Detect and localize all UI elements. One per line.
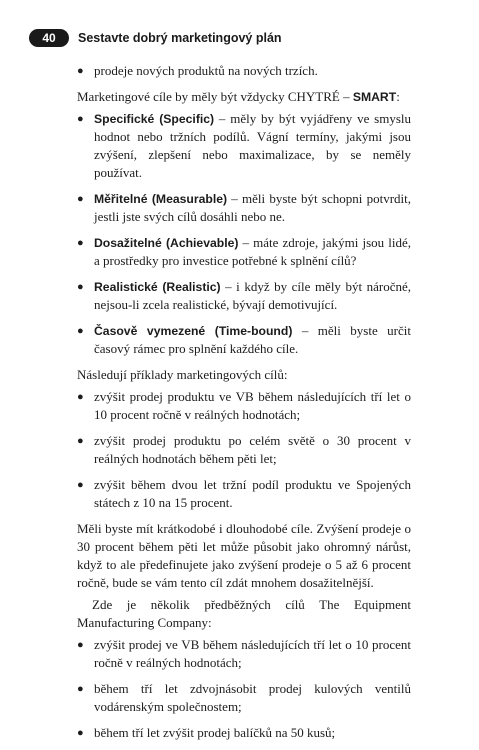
smart-term: Specifické (Specific) [94, 112, 215, 126]
smart-description: – měly by být vyjádřeny ve smyslu hodnot nebo tržních podílů. Vágní termíny, jakými jsou zvýšení, zlepšení nebo maximalizace, by se neměly používat. [94, 111, 411, 180]
bullet-icon: ● [77, 639, 84, 651]
top-bullet-list [77, 62, 411, 80]
smart-description: – měli byste určit časový rámec pro splnění každého cíle. [94, 323, 411, 356]
list-item-text: zvýšit prodej produktu ve VB během následujících tří let o 10 procent ročně v reálných hodnotách; [94, 389, 411, 422]
smart-term: Měřitelné (Measurable) [94, 192, 228, 206]
list-item [77, 388, 411, 424]
bullet-icon: ● [77, 65, 84, 77]
list-item [77, 234, 411, 270]
smart-term: Dosažitelné (Achievable) [94, 236, 239, 250]
examples-list [77, 388, 411, 512]
list-item-text: prodeje nových produktů na nových trzích. [94, 63, 318, 78]
bullet-icon: ● [77, 237, 84, 249]
bullet-icon: ● [77, 281, 84, 293]
list-item [77, 476, 411, 512]
bullet-icon: ● [77, 193, 84, 205]
bullet-icon: ● [77, 113, 84, 125]
goals-paragraph: Měli byste mít krátkodobé i dlouhodobé cíle. Zvýšení prodeje o 30 procent během pěti let může působit jako ohromný nárůst, když to ale předefinujete jako zvýšení prodeje o 5 až 6 procent ročně, bude se vám tento cíl zdát mnohem dosažitelnější. [77, 521, 411, 590]
page-header [29, 28, 282, 48]
list-item [77, 322, 411, 358]
list-item-text: zvýšit prodej ve VB během následujících tří let o 10 procent ročně v reálných hodnotách; [94, 637, 411, 670]
running-title: Sestavte dobrý marketingový plán [78, 31, 282, 45]
page-body [77, 62, 411, 750]
smart-description: – máte zdroje, jakými jsou lidé, a prostředky pro investice potřebné k splnění cílů? [94, 235, 412, 268]
list-item [77, 278, 411, 314]
list-item-text: během tří let zdvojnásobit prodej kulových ventilů vodárenským společnostem; [94, 681, 411, 714]
company-goals-list [77, 636, 411, 742]
smart-intro [77, 88, 411, 106]
bullet-icon: ● [77, 391, 84, 403]
page-number-badge: 40 [29, 29, 69, 47]
smart-term: Realistické (Realistic) [94, 280, 221, 294]
list-item [77, 680, 411, 716]
examples-intro: Následují příklady marketingových cílů: [77, 367, 288, 382]
list-item [77, 62, 411, 80]
list-item-text: zvýšit prodej produktu po celém světě o 30 procent v reálných hodnotách během pěti let; [94, 433, 411, 466]
smart-description: – měli byste být schopni potvrdit, jestli jste svých cílů dosáhli nebo ne. [94, 191, 411, 224]
list-item [77, 636, 411, 672]
smart-list [77, 110, 411, 358]
list-item [77, 190, 411, 226]
smart-acronym: SMART [352, 90, 397, 104]
list-item [77, 724, 411, 742]
bullet-icon: ● [77, 435, 84, 447]
smart-term: Časově vymezené (Time-bound) [94, 324, 293, 338]
smart-intro-colon: : [396, 89, 400, 104]
bullet-icon: ● [77, 479, 84, 491]
list-item [77, 432, 411, 468]
list-item-text: během tří let zvýšit prodej balíčků na 50 kusů; [94, 725, 336, 740]
smart-intro-text: Marketingové cíle by měly být vždycky CHYTRÉ – [77, 89, 353, 104]
list-item [77, 110, 411, 182]
bullet-icon: ● [77, 683, 84, 695]
list-item-text: zvýšit během dvou let tržní podíl produktu ve Spojených státech z 10 na 15 procent. [94, 477, 411, 510]
smart-description: – i když by cíle měly být náročné, nejsou-li zcela realistické, bývají demotivující. [94, 279, 411, 312]
bullet-icon: ● [77, 727, 84, 739]
company-intro: Zde je několik předběžných cílů The Equipment Manufacturing Company: [77, 597, 411, 630]
bullet-icon: ● [77, 325, 84, 337]
